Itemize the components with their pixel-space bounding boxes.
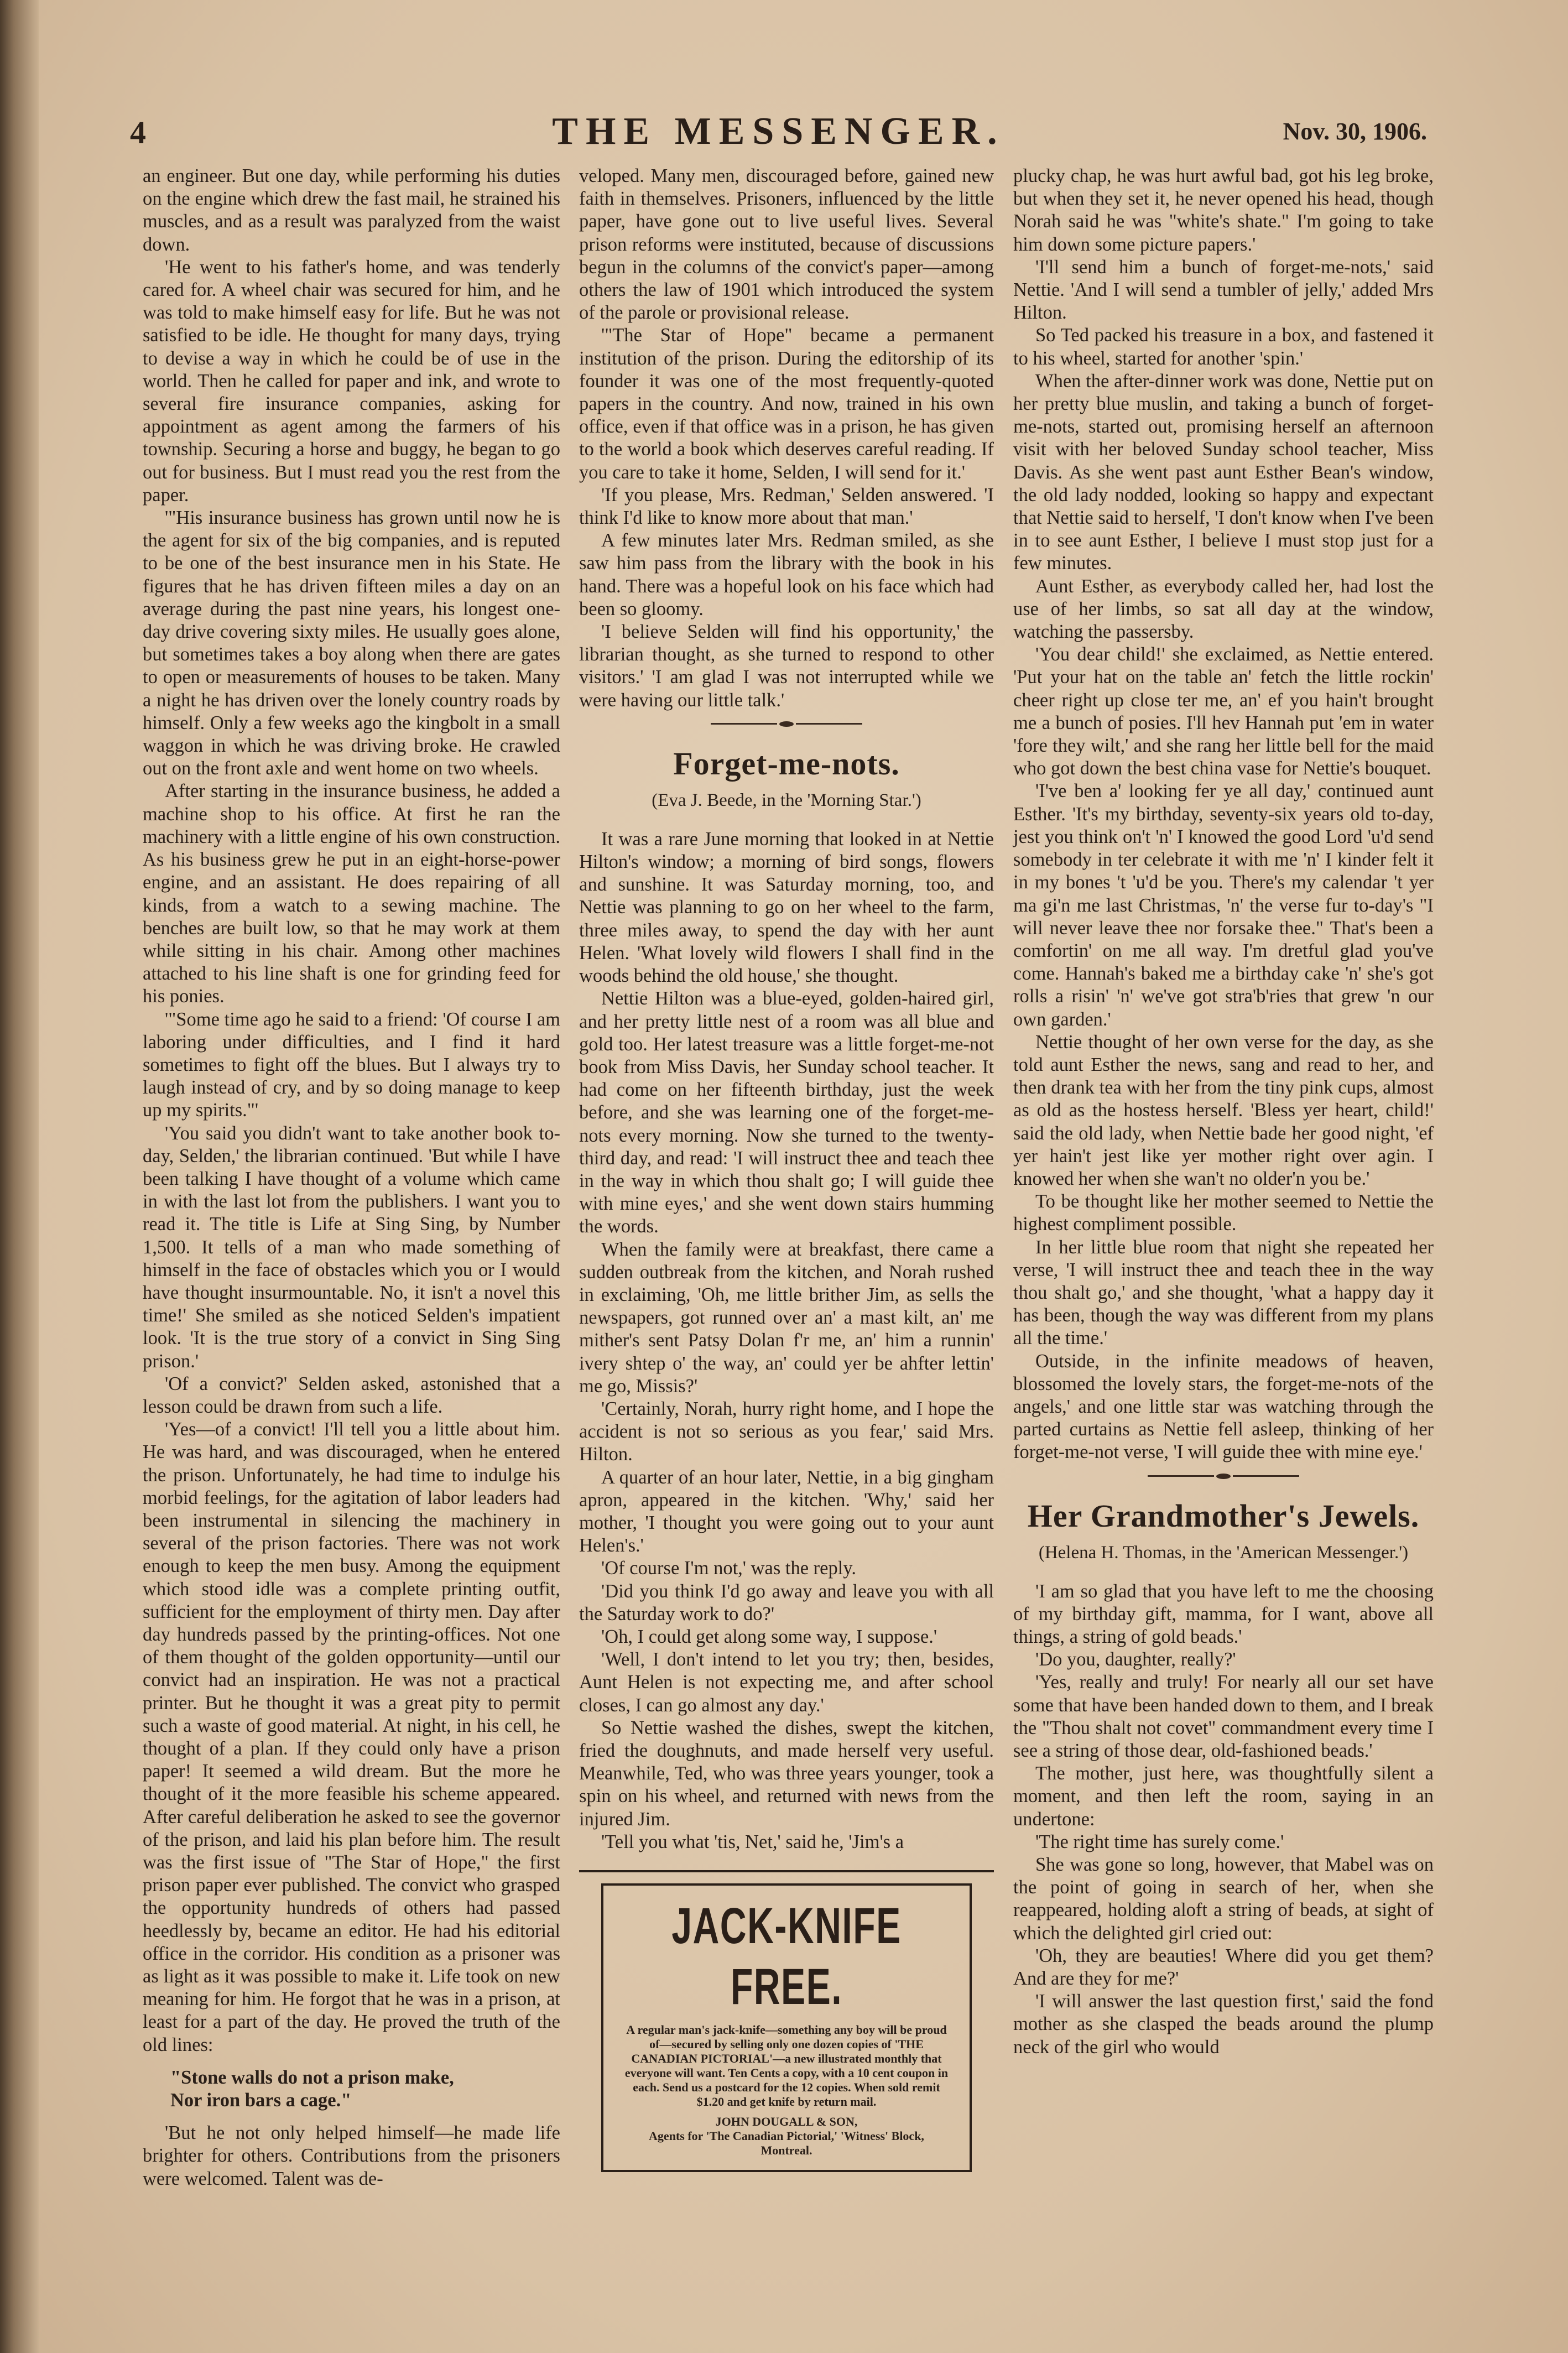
ad-body: A regular man's jack-knife—something any boy will be proud of—secured by selling only one dozen copies of 'THE CANADIAN PICTORIAL'—a new illustrated monthly that everyone will want. Ten Cents a copy, with a 10 cent coupon in each. Send us a postcard for the 12 copies. When sold remit $1.20 and get knife by return mail. [624, 2023, 949, 2109]
paragraph: 'Oh, they are beauties! Where did you get them? And are they for me?' [1013, 1945, 1434, 1990]
story-title: Her Grandmother's Jewels. [1027, 1497, 1420, 1534]
paragraph: '"His insurance business has grown until now he is the agent for six of the big companies, and is reputed to be one of the best insurance men in his State. He figures that he has driven fifteen miles a day on an average during the past nine years, his longest one-day drive covering sixty miles. He usually goes alone, but sometimes takes a boy along when there are gates to open or measurements of houses to be taken. Many a night he has driven over the lonely country roads by himself. Only a few weeks ago the kingbolt in a small waggon in which he was driving broke. He crawled out on the front axle and went home on two wheels. [143, 507, 560, 779]
poem-line: "Stone walls do not a prison make, [170, 2066, 454, 2088]
poem-quote [170, 2066, 560, 2112]
paragraph: She was gone so long, however, that Mabel was on the point of going in search of her, when she reappeared, holding aloft a string of beads, at sight of which the delighted girl cried out: [1013, 1854, 1434, 1944]
ad-headline: JACK-KNIFE FREE. [671, 1898, 902, 2016]
paragraph: 'Of course I'm not,' was the reply. [601, 1558, 856, 1579]
paragraph: 'I'll send him a bunch of forget-me-nots,' said Nettie. 'And I will send a tumbler of jelly,' added Mrs Hilton. [1013, 256, 1434, 324]
paragraph: When the after-dinner work was done, Nettie put on her pretty blue muslin, and taking a bunch of forget-me-nots, started out, promising herself an afternoon visit with her beloved Sunday school teacher, Miss Davis. As she went past aunt Esther Bean's window, the old lady nodded, looking so happy and expectant that Nettie said to herself, 'I don't know when I've been in to see aunt Esther, I believe I must stop just for a few minutes. [1013, 370, 1434, 574]
ad-rule [579, 1870, 994, 1872]
ad-signature: JOHN DOUGALL & SON, [715, 2115, 858, 2129]
paragraph: Nettie Hilton was a blue-eyed, golden-haired girl, and her pretty little nest of a room was all blue and gold too. Her latest treasure was a little forget-me-not book from Miss Davis, her Sunday school teacher. It had come on her fifteenth birthday, just the week before, and she was learning one of the forget-me-nots every morning. Now she turned to the twenty-third day, and read: 'I will instruct thee and teach thee in the way in which thou shalt go; I will guide thee with mine eyes,' and she went down stairs humming the words. [579, 988, 994, 1237]
paragraph: 'I am so glad that you have left to me the choosing of my birthday gift, mamma, for I want, above all things, a string of gold beads.' [1013, 1580, 1434, 1647]
paragraph: '"The Star of Hope" became a permanent institution of the prison. During the editorship of its founder it was one of the most frequently-quoted papers in the country. And now, trained in his own office, even if that office was in a prison, he has given to the world a book which deserves careful reading. If you care to take it home, Selden, I will send for it.' [579, 325, 994, 483]
poem-line: Nor iron bars a cage." [170, 2090, 352, 2111]
paragraph: 'Did you think I'd go away and leave you with all the Saturday work to do?' [579, 1580, 994, 1625]
story-byline: (Eva J. Beede, in the 'Morning Star.') [652, 790, 921, 810]
paragraph: 'You dear child!' she exclaimed, as Nettie entered. 'Put your hat on the table an' fetch the little rockin' cheer right up close ter me, an' ef you hain't brought me a bunch of posies. I'll hev Hannah put 'em in water 'fore they wilt,' and she rang her little bell for the maid who got down the best china vase for Nettie's bouquet. [1013, 644, 1434, 779]
page-binding-edge [0, 0, 39, 2353]
jack-knife-advertisement [601, 1883, 972, 2172]
paragraph: 'He went to his father's home, and was tenderly cared for. A wheel chair was secured for him, and he was told to make himself easy for life. But he was not satisfied to be idle. He thought for many days, trying to devise a way in which he could be of use in the world. Then he called for paper and ink, and wrote to several fire insurance companies, asking for appointment as agent among the farmers of his township. Securing a horse and buggy, he began to go out for business. But I must read you the rest from the paper. [143, 256, 560, 506]
paragraph: 'I've ben a' looking fer ye all day,' continued aunt Esther. 'It's my birthday, seventy-six years old to-day, jest you think on't 'n' I knowed the good Lord 'u'd send somebody in ter celebrate it with me 'n' I kinder felt it in my bones 't 'u'd be you. There's my calendar 't yer ma gi'n me last Christmas, 'n' the verse fur to-day's "I will never leave thee nor forsake thee." That's been a comfortin' on me all way. I'm dretful glad you've come. Hannah's baked me a birthday cake 'n' she's got rolls a risin' 'n' we've got stra'b'ries that grew 'n our own garden.' [1013, 780, 1434, 1030]
paragraph: It was a rare June morning that looked in at Nettie Hilton's window; a morning of bird songs, flowers and sunshine. It was Saturday morning, too, and Nettie was planning to go on her wheel to the farm, three miles away, to spend the day with her aunt Helen. 'What lovely wild flowers I shall find in the woods behind the old house,' she thought. [579, 828, 994, 987]
issue-date: Nov. 30, 1906. [1283, 118, 1427, 145]
paragraph: 'Do you, daughter, really?' [1035, 1649, 1236, 1670]
paragraph: A quarter of an hour later, Nettie, in a big gingham apron, appeared in the kitchen. 'Why,' said her mother, 'I thought you were going out to your aunt Helen's.' [579, 1466, 994, 1556]
paragraph: So Nettie washed the dishes, swept the kitchen, fried the doughnuts, and made herself very useful. Meanwhile, Ted, who was three years younger, took a spin on his wheel, and returned with news from the injured Jim. [579, 1717, 994, 1830]
paragraph: '"Some time ago he said to a friend: 'Of course I am laboring under difficulties, and I find it hard sometimes to fight off the blues. But I always try to laugh instead of cry, and by so doing manage to keep up my spirits."' [143, 1008, 560, 1121]
paragraph: 'But he not only helped himself—he made life brighter for others. Contributions from the prisoners were welcomed. Talent was de- [143, 2122, 560, 2189]
paragraph: A few minutes later Mrs. Redman smiled, as she saw him pass from the library with the book in his hand. There was a hopeful look on his face which had been so gloomy. [579, 530, 994, 620]
paragraph: veloped. Many men, discouraged before, gained new faith in themselves. Prisoners, influenced by the little paper, have gone out to live useful lives. Several prison reforms were instituted, because of discussions begun in the columns of the convict's paper—among others the law of 1901 which introduced the system of the parole or provisional release. [579, 165, 994, 324]
column-1 [143, 165, 560, 2190]
page-number: 4 [130, 114, 146, 150]
paragraph: To be thought like her mother seemed to Nettie the highest compliment possible. [1013, 1191, 1434, 1235]
paragraph: 'If you please, Mrs. Redman,' Selden answered. 'I think I'd like to know more about that man.' [579, 484, 994, 529]
paragraph: Nettie thought of her own verse for the day, as she told aunt Esther the news, sang and read to her, and then drank tea with her from the tiny pink cups, almost as old as the hostess herself. 'Bless yer heart, child!' said the old lady, when Nettie bade her good night, 'ef yer hain't jest like yer mother right over agin. I knowed her when she wan't no older'n you be.' [1013, 1031, 1434, 1189]
story-title: Forget-me-nots. [673, 745, 900, 782]
paragraph: 'Oh, I could get along some way, I suppose.' [601, 1626, 937, 1647]
column-3 [1013, 165, 1434, 2059]
paragraph: 'Of a convict?' Selden asked, astonished that a lesson could be drawn from such a life. [143, 1373, 560, 1417]
paragraph: In her little blue room that night she repeated her verse, 'I will instruct thee and teach thee in the way thou shalt go,' and she thought, 'what a happy day it has been, though the way was different from my plans all the time.' [1013, 1236, 1434, 1349]
page-header [130, 110, 1427, 159]
paragraph: 'Yes, really and truly! For nearly all our set have some that have been handed down to them, and I break the "Thou shalt not covet" commandment every time I see a string of those dear, old-fashioned beads.' [1013, 1672, 1434, 1761]
paragraph: 'Yes—of a convict! I'll tell you a little about him. He was hard, and was discouraged, when he entered the prison. Unfortunately, he had time to indulge his morbid feelings, for the agitation of labor leaders had been instrumental in silencing the machinery in several of the prison factories. There was not work enough to keep the men busy. Among the equipment which stood idle was a complete printing outfit, sufficient for the employment of thirty men. Day after day hundreds passed by the printing-offices. Not one of them thought of the golden opportunity—until our convict had an inspiration. He was not a practical printer. But he thought it was a great pity to permit such a waste of good material. At night, in his cell, he thought of a plan. If they could only have a prison paper! It seemed a wild dream. But the more he thought of it the more feasible his scheme appeared. After careful deliberation he asked to see the governor of the prison, and laid his plan before him. The result was the first issue of "The Star of Hope," the first prison paper ever published. The convict who grasped the opportunity hundreds of others had passed heedlessly by, became an editor. He had his editorial office in the corridor. His condition as a prisoner was as light as it was possible to make it. Life took on new meaning for him. He forgot that he was in a prison, at least for a part of the day. He proved the truth of the old lines: [143, 1419, 560, 2055]
paragraph: 'Tell you what 'tis, Net,' said he, 'Jim's a [601, 1831, 904, 1852]
ad-agents: Agents for 'The Canadian Pictorial,' 'Witness' Block, Montreal. [649, 2129, 924, 2158]
story-byline: (Helena H. Thomas, in the 'American Messenger.') [1038, 1542, 1409, 1563]
paragraph: After starting in the insurance business, he added a machine shop to his office. At first he ran the machinery with a little engine of his own construction. As his business grew he put in an eight-horse-power engine, and an assistant. He does repairing of all kinds, from a watch to a sewing machine. The benches are built low, so that he may work at them while sitting in his chair. Among other machines attached to his line shaft is one for grinding feed for his ponies. [143, 780, 560, 1007]
paragraph: plucky chap, he was hurt awful bad, got his leg broke, but when they set it, he never opened his head, though Norah said he was "white's shate." I'm going to take him down some picture papers.' [1013, 165, 1434, 255]
paragraph: an engineer. But one day, while performing his duties on the engine which drew the fast mail, he strained his muscles, and as a result was paralyzed from the waist down. [143, 165, 560, 255]
paragraph: 'I believe Selden will find his opportunity,' the librarian thought, as she turned to respond to other visitors.' 'I am glad I was not interrupted while we were having our little talk.' [579, 621, 994, 711]
paragraph: When the family were at breakfast, there came a sudden outbreak from the kitchen, and Norah rushed in exclaiming, 'Oh, me little brither Jim, as sells the newspapers, got runned over an' a mast kilt, an' me mither's sent Patsy Dolan f'r me, an' him a runnin' ivery shtep o' the way, an' could yer be ahfter lettin' me go, Missis?' [579, 1238, 994, 1397]
column-2 [579, 165, 994, 2172]
paragraph: 'Certainly, Norah, hurry right home, and I hope the accident is not so serious as you fear,' said Mrs. Hilton. [579, 1398, 994, 1465]
paragraph: So Ted packed his treasure in a box, and fastened it to his wheel, started for another 'spin.' [1013, 325, 1434, 369]
paragraph: 'Well, I don't intend to let you try; then, besides, Aunt Helen is not expecting me, and after school closes, I can go almost any day.' [579, 1649, 994, 1716]
masthead: THE MESSENGER. [552, 110, 1005, 153]
paragraph: Outside, in the infinite meadows of heaven, blossomed the lovely stars, the forget-me-nots of the angels,' and one little star was watching through the parted curtains as Nettie fell asleep, thinking of her forget-me-not verse, 'I will guide thee with mine eye.' [1013, 1350, 1434, 1463]
paragraph: Aunt Esther, as everybody called her, had lost the use of her limbs, so sat all day at the window, watching the passersby. [1013, 575, 1434, 643]
paragraph: The mother, just here, was thoughtfully silent a moment, and then left the room, saying in an undertone: [1013, 1763, 1434, 1830]
section-divider [579, 716, 994, 732]
paragraph: 'I will answer the last question first,' said the fond mother as she clasped the beads around the plump neck of the girl who would [1013, 1991, 1434, 2058]
paragraph: 'The right time has surely come.' [1035, 1831, 1284, 1852]
paragraph: 'You said you didn't want to take another book to-day, Selden,' the librarian continued. 'But while I have been talking I have thought of a volume which came in with the last lot from the publishers. I want you to read it. The title is Life at Sing Sing, by Number 1,500. It tells of a man who made something of himself in the face of obstacles which you or I would have thought insurmountable. No, it isn't a novel this time!' She smiled as she noticed Selden's impatient look. 'It is the true story of a convict in Sing Sing prison.' [143, 1122, 560, 1372]
section-divider [1013, 1469, 1434, 1484]
